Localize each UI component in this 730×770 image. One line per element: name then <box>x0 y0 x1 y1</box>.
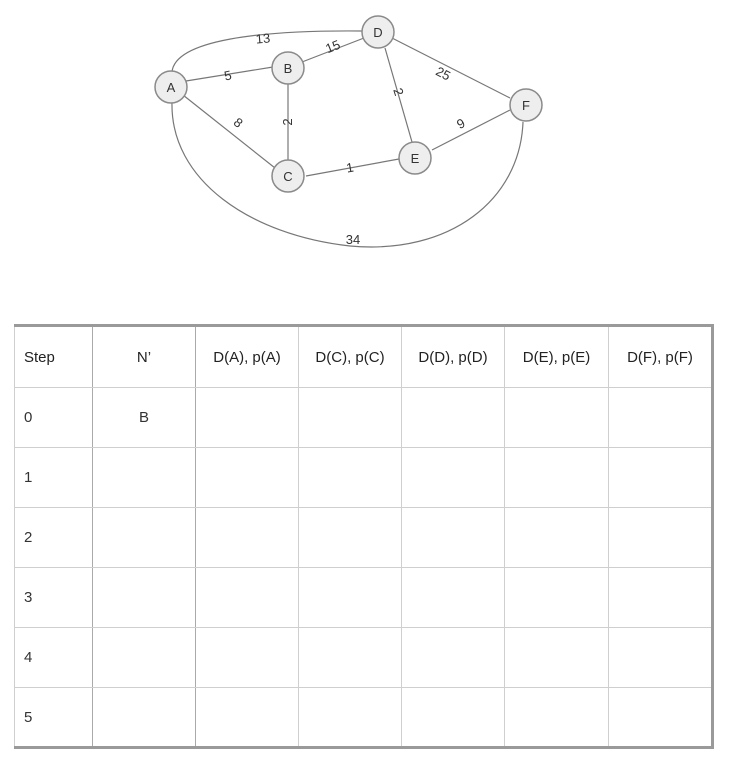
cell-dd[interactable] <box>402 628 505 688</box>
cell-n-prime[interactable] <box>93 508 196 568</box>
cell-dc[interactable] <box>299 448 402 508</box>
header-df: D(F), p(F) <box>609 326 713 388</box>
cell-n-prime[interactable] <box>93 628 196 688</box>
header-dd: D(D), p(D) <box>402 326 505 388</box>
cell-step: 4 <box>15 628 93 688</box>
weight-a-d: 13 <box>255 30 271 47</box>
header-de: D(E), p(E) <box>505 326 609 388</box>
svg-text:E: E <box>410 151 420 166</box>
cell-df[interactable] <box>609 568 713 628</box>
header-n-prime: N’ <box>93 326 196 388</box>
table-row <box>15 688 713 748</box>
cell-n-prime[interactable] <box>93 448 196 508</box>
cell-da[interactable] <box>196 688 299 748</box>
cell-n-prime[interactable] <box>93 688 196 748</box>
table-row <box>15 628 713 688</box>
cell-dc[interactable] <box>299 388 402 448</box>
node-a <box>155 71 187 103</box>
cell-step: 0 <box>15 388 93 448</box>
cell-step: 1 <box>15 448 93 508</box>
cell-step: 3 <box>15 568 93 628</box>
table-row <box>15 388 713 448</box>
header-dc: D(C), p(C) <box>299 326 402 388</box>
weight-a-b: 5 <box>222 67 233 84</box>
cell-df[interactable] <box>609 388 713 448</box>
edge-a-c <box>183 95 275 168</box>
weight-c-e: 1 <box>345 159 355 176</box>
cell-dd[interactable] <box>402 568 505 628</box>
network-graph <box>0 0 730 270</box>
header-da: D(A), p(A) <box>196 326 299 388</box>
table-header-row <box>15 326 713 388</box>
node-c <box>272 160 304 192</box>
cell-da[interactable] <box>196 568 299 628</box>
weight-b-d: 15 <box>323 36 343 57</box>
node-d <box>362 16 394 48</box>
table-row <box>15 508 713 568</box>
svg-text:F: F <box>522 98 530 113</box>
weight-d-e: 2 <box>390 86 407 98</box>
cell-step: 5 <box>15 688 93 748</box>
weight-e-f: 9 <box>454 115 468 132</box>
cell-dd[interactable] <box>402 508 505 568</box>
node-f <box>510 89 542 121</box>
node-e <box>399 142 431 174</box>
cell-de[interactable] <box>505 688 609 748</box>
cell-n-prime: B <box>93 388 196 448</box>
weight-a-f: 34 <box>345 232 361 247</box>
cell-dd[interactable] <box>402 688 505 748</box>
cell-dd[interactable] <box>402 448 505 508</box>
cell-de[interactable] <box>505 448 609 508</box>
svg-text:B: B <box>283 61 293 76</box>
cell-df[interactable] <box>609 448 713 508</box>
table-row <box>15 448 713 508</box>
cell-n-prime[interactable] <box>93 568 196 628</box>
cell-dc[interactable] <box>299 688 402 748</box>
cell-da[interactable] <box>196 448 299 508</box>
cell-df[interactable] <box>609 688 713 748</box>
node-b <box>272 52 304 84</box>
cell-df[interactable] <box>609 628 713 688</box>
cell-da[interactable] <box>196 628 299 688</box>
edge-e-f <box>432 110 510 150</box>
cell-step: 2 <box>15 508 93 568</box>
cell-dc[interactable] <box>299 628 402 688</box>
weight-a-c: 8 <box>230 114 246 131</box>
cell-da[interactable] <box>196 388 299 448</box>
svg-text:A: A <box>166 80 176 95</box>
cell-dd[interactable] <box>402 388 505 448</box>
svg-text:D: D <box>373 25 383 40</box>
cell-dc[interactable] <box>299 568 402 628</box>
svg-text:C: C <box>283 169 293 184</box>
table-row <box>15 568 713 628</box>
cell-de[interactable] <box>505 508 609 568</box>
weight-d-f: 25 <box>433 63 454 84</box>
cell-de[interactable] <box>505 568 609 628</box>
header-step: Step <box>15 326 93 388</box>
cell-dc[interactable] <box>299 508 402 568</box>
cell-de[interactable] <box>505 388 609 448</box>
cell-da[interactable] <box>196 508 299 568</box>
weight-b-c: 2 <box>280 118 295 126</box>
distance-vector-table <box>14 324 714 749</box>
cell-de[interactable] <box>505 628 609 688</box>
cell-df[interactable] <box>609 508 713 568</box>
